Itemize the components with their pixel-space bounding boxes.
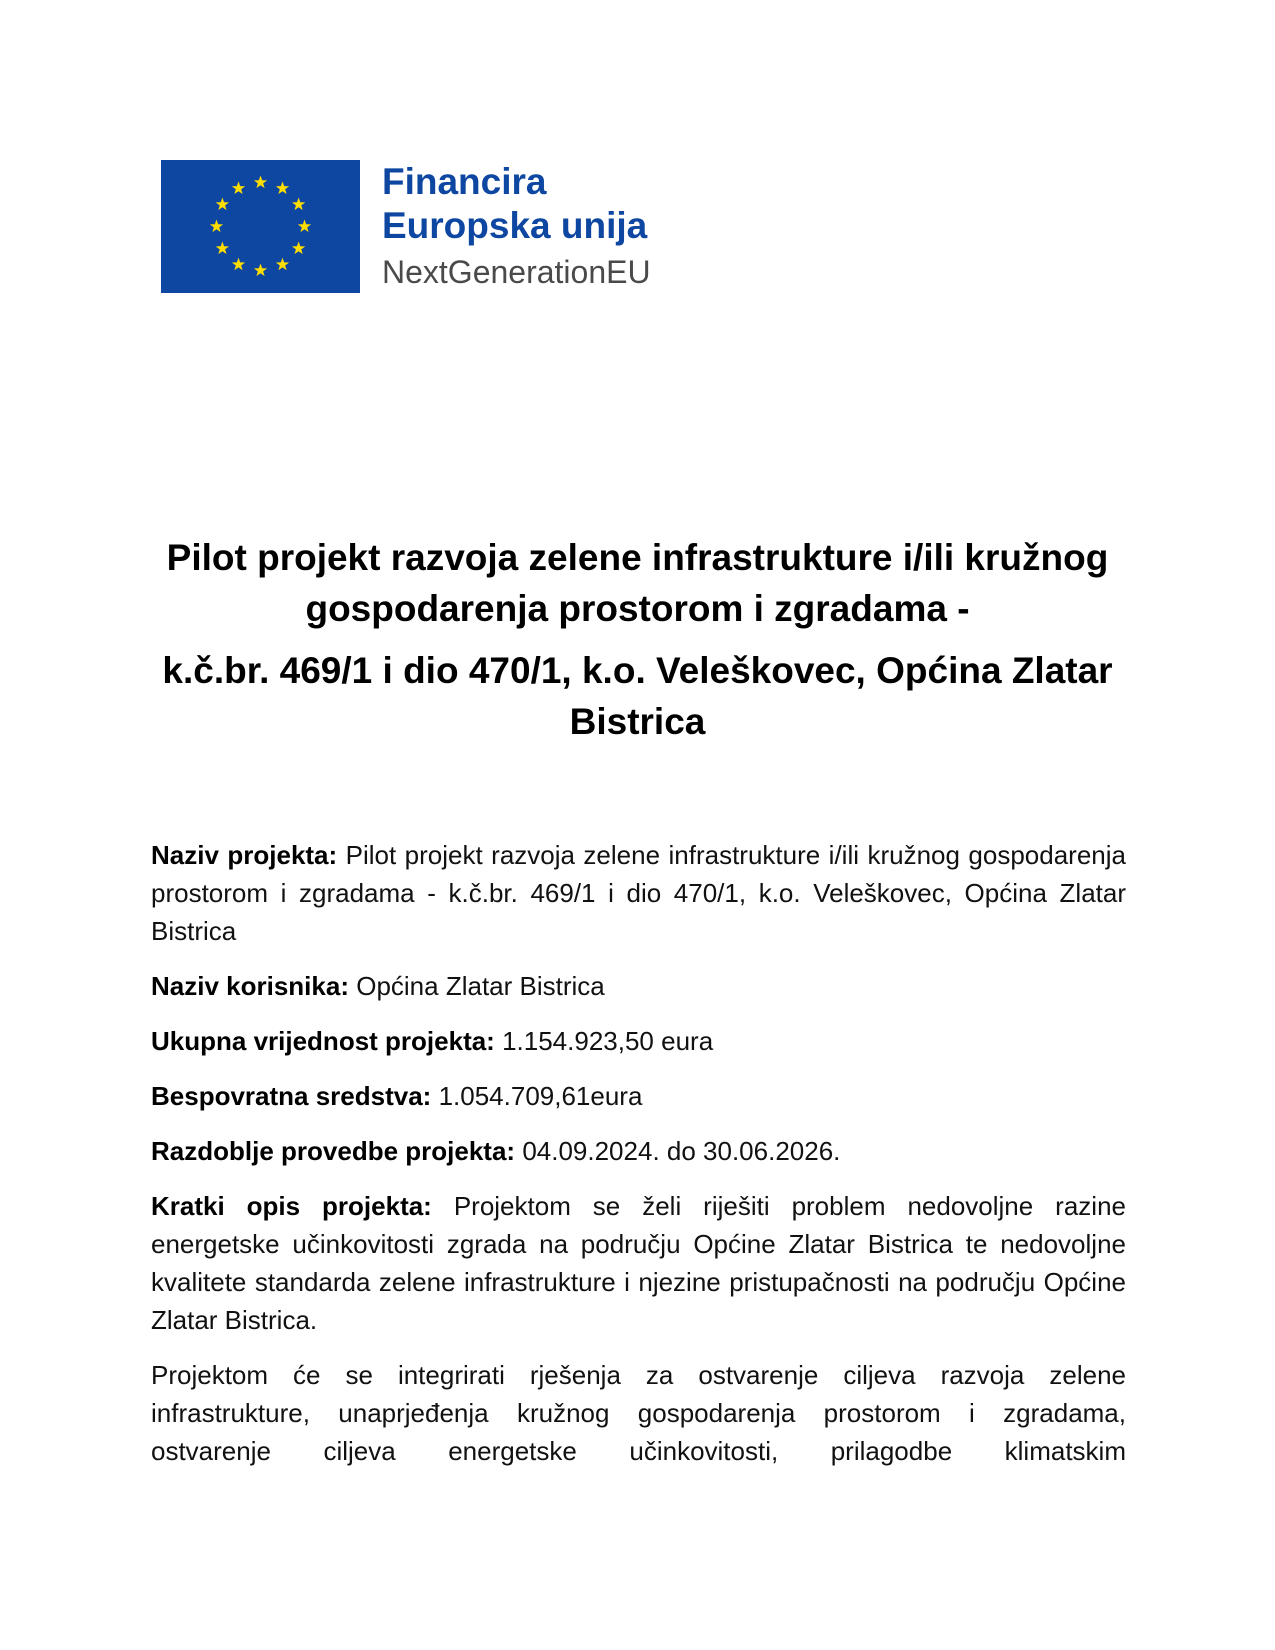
field-ukupna-vrijednost [151,1022,1126,1060]
body-paragraph: Projektom će se integrirati rješenja za ostvarenje ciljeva razvoja zelene infrastrukture, unaprjeđenja kružnog gospodarenja prostorom i zgradama, ostvarenje ciljeva energetske učinkovitosti, prilagodbe klimatskim [151,1360,1126,1466]
field-label: Kratki opis projekta: [151,1191,432,1221]
field-label: Bespovratna sredstva: [151,1081,432,1111]
logo-line-europska-unija: Europska unija [382,205,648,246]
field-naziv-projekta [151,836,1126,950]
field-value: Pilot projekt razvoja zelene infrastrukture i/ili kružnog gospodarenja prostorom i zgradama - k.č.br. 469/1 i dio 470/1, k.o. Veleškovec, Općina Zlatar Bistrica [151,840,1126,946]
document-title-part-1: Pilot projekt razvoja zelene infrastrukture i/ili kružnog gospodarenja prostorom i zgradama - [166,537,1109,629]
field-value: 1.054.709,61eura [438,1081,643,1111]
field-bespovratna-sredstva [151,1077,1126,1115]
field-value: Općina Zlatar Bistrica [356,971,605,1001]
logo-text [382,160,742,294]
field-value: Projektom se želi riješiti problem nedovoljne razine energetske učinkovitosti zgrada na području Općine Zlatar Bistrica te nedovoljne kvalitete standarda zelene infrastrukture i njezine pristupačnosti na području Općine Zlatar Bistrica. [151,1191,1126,1335]
eu-flag-icon [161,160,360,293]
field-value: 04.09.2024. do 30.06.2026. [522,1136,841,1166]
field-value: 1.154.923,50 eura [502,1026,714,1056]
field-kratki-opis [151,1187,1126,1339]
field-naziv-korisnika [151,967,1126,1005]
field-label: Naziv korisnika: [151,971,349,1001]
logo-line-nextgenerationeu: NextGenerationEU [382,254,651,290]
field-label: Naziv projekta: [151,840,338,870]
field-label: Razdoblje provedbe projekta: [151,1136,516,1166]
field-label: Ukupna vrijednost projekta: [151,1026,495,1056]
logo-line-financira: Financira [382,161,547,202]
document-title-part-2: k.č.br. 469/1 i dio 470/1, k.o. Veleškovec, Općina Zlatar Bistrica [162,650,1113,742]
project-details [151,836,1126,1487]
field-razdoblje-provedbe [151,1132,1126,1170]
